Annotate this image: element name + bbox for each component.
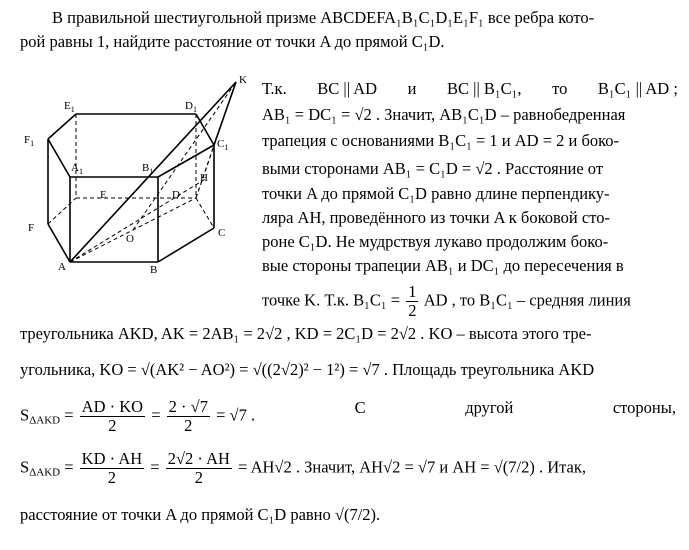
label-D1: $D_1$	[185, 100, 197, 114]
solution-line-11: угольника, KO = √(AK² − AO²) = √((2√2)² − 1²) = √7 . Площадь треугольника AKD	[20, 360, 595, 379]
label-E: E	[100, 189, 107, 201]
solution-line-13: $S_{\Delta AKD}$ = $\frac{KD \cdot AH}{2}$ = $\frac{2√2 \cdot AH}{2}$ = AH√2 . Значит, AH√2 = √7 и AH = √(7/2) . Итак,	[20, 449, 586, 487]
problem-line-1: В правильной шестиугольной призме ABCDEFA₁B₁C₁D₁E₁F₁ все ребра кото-	[52, 8, 595, 27]
solution-line-2: AB₁ = DC₁ = √2 . Значит, AB₁C₁D – равнобедренная	[262, 105, 626, 124]
solution-line-9: точке K. Т.к. B₁C₁ = $\frac{1}{2}$ AD , то B₁C₁ – средняя линия	[262, 282, 631, 320]
label-C1: $C_1$	[217, 138, 229, 152]
solution-line-8: вые стороны трапеции AB₁ и DC₁ до пересечения в	[262, 256, 624, 275]
label-D: D	[172, 189, 180, 201]
label-E1: $E_1$	[64, 100, 75, 114]
solution-line-3: трапеция с основаниями B₁C₁ = 1 и AD = 2 и боко-	[262, 131, 620, 150]
solution-line-10: треугольника AKD, AK = 2AB₁ = 2√2 , KD = 2C₁D = 2√2 . KO – высота этого тре-	[20, 324, 592, 343]
solution-line-14: расстояние от точки A до прямой C₁D равно √(7/2).	[20, 505, 381, 524]
label-C: C	[218, 227, 226, 239]
label-H: H	[200, 172, 208, 184]
label-A1: $A_1$	[71, 162, 83, 176]
prism-figure	[18, 70, 258, 275]
problem-line-2: рой равны 1, найдите расстояние от точки A до прямой C₁D.	[20, 32, 445, 51]
solution-line-6: ляра AH, проведённого из точки A к боковой сто-	[262, 208, 610, 227]
solution-line-12: $S_{\Delta AKD}$ = $\frac{AD \cdot KO}{2}$ = $\frac{2 \cdot √7}{2}$ = √7 . С другой стороны,	[20, 397, 676, 435]
label-O: O	[126, 233, 134, 245]
label-F1: $F_1$	[24, 134, 35, 148]
label-F: F	[28, 222, 35, 234]
solution-line-4: выми сторонами AB₁ = C₁D = √2 . Расстояние от	[262, 159, 604, 178]
solution-line-1: Т.к. BC || AD и BC || B₁C₁, то B₁C₁ || AD ;	[262, 79, 678, 98]
label-B: B	[150, 264, 158, 275]
label-A: A	[58, 261, 66, 273]
label-B1: $B_1$	[142, 162, 154, 176]
label-K: K	[239, 74, 247, 86]
solution-line-7: роне C₁D. Не мудрствуя лукаво продолжим боко-	[262, 232, 609, 251]
solution-line-5: точки A до прямой C₁D равно длине перпендику-	[262, 184, 610, 203]
